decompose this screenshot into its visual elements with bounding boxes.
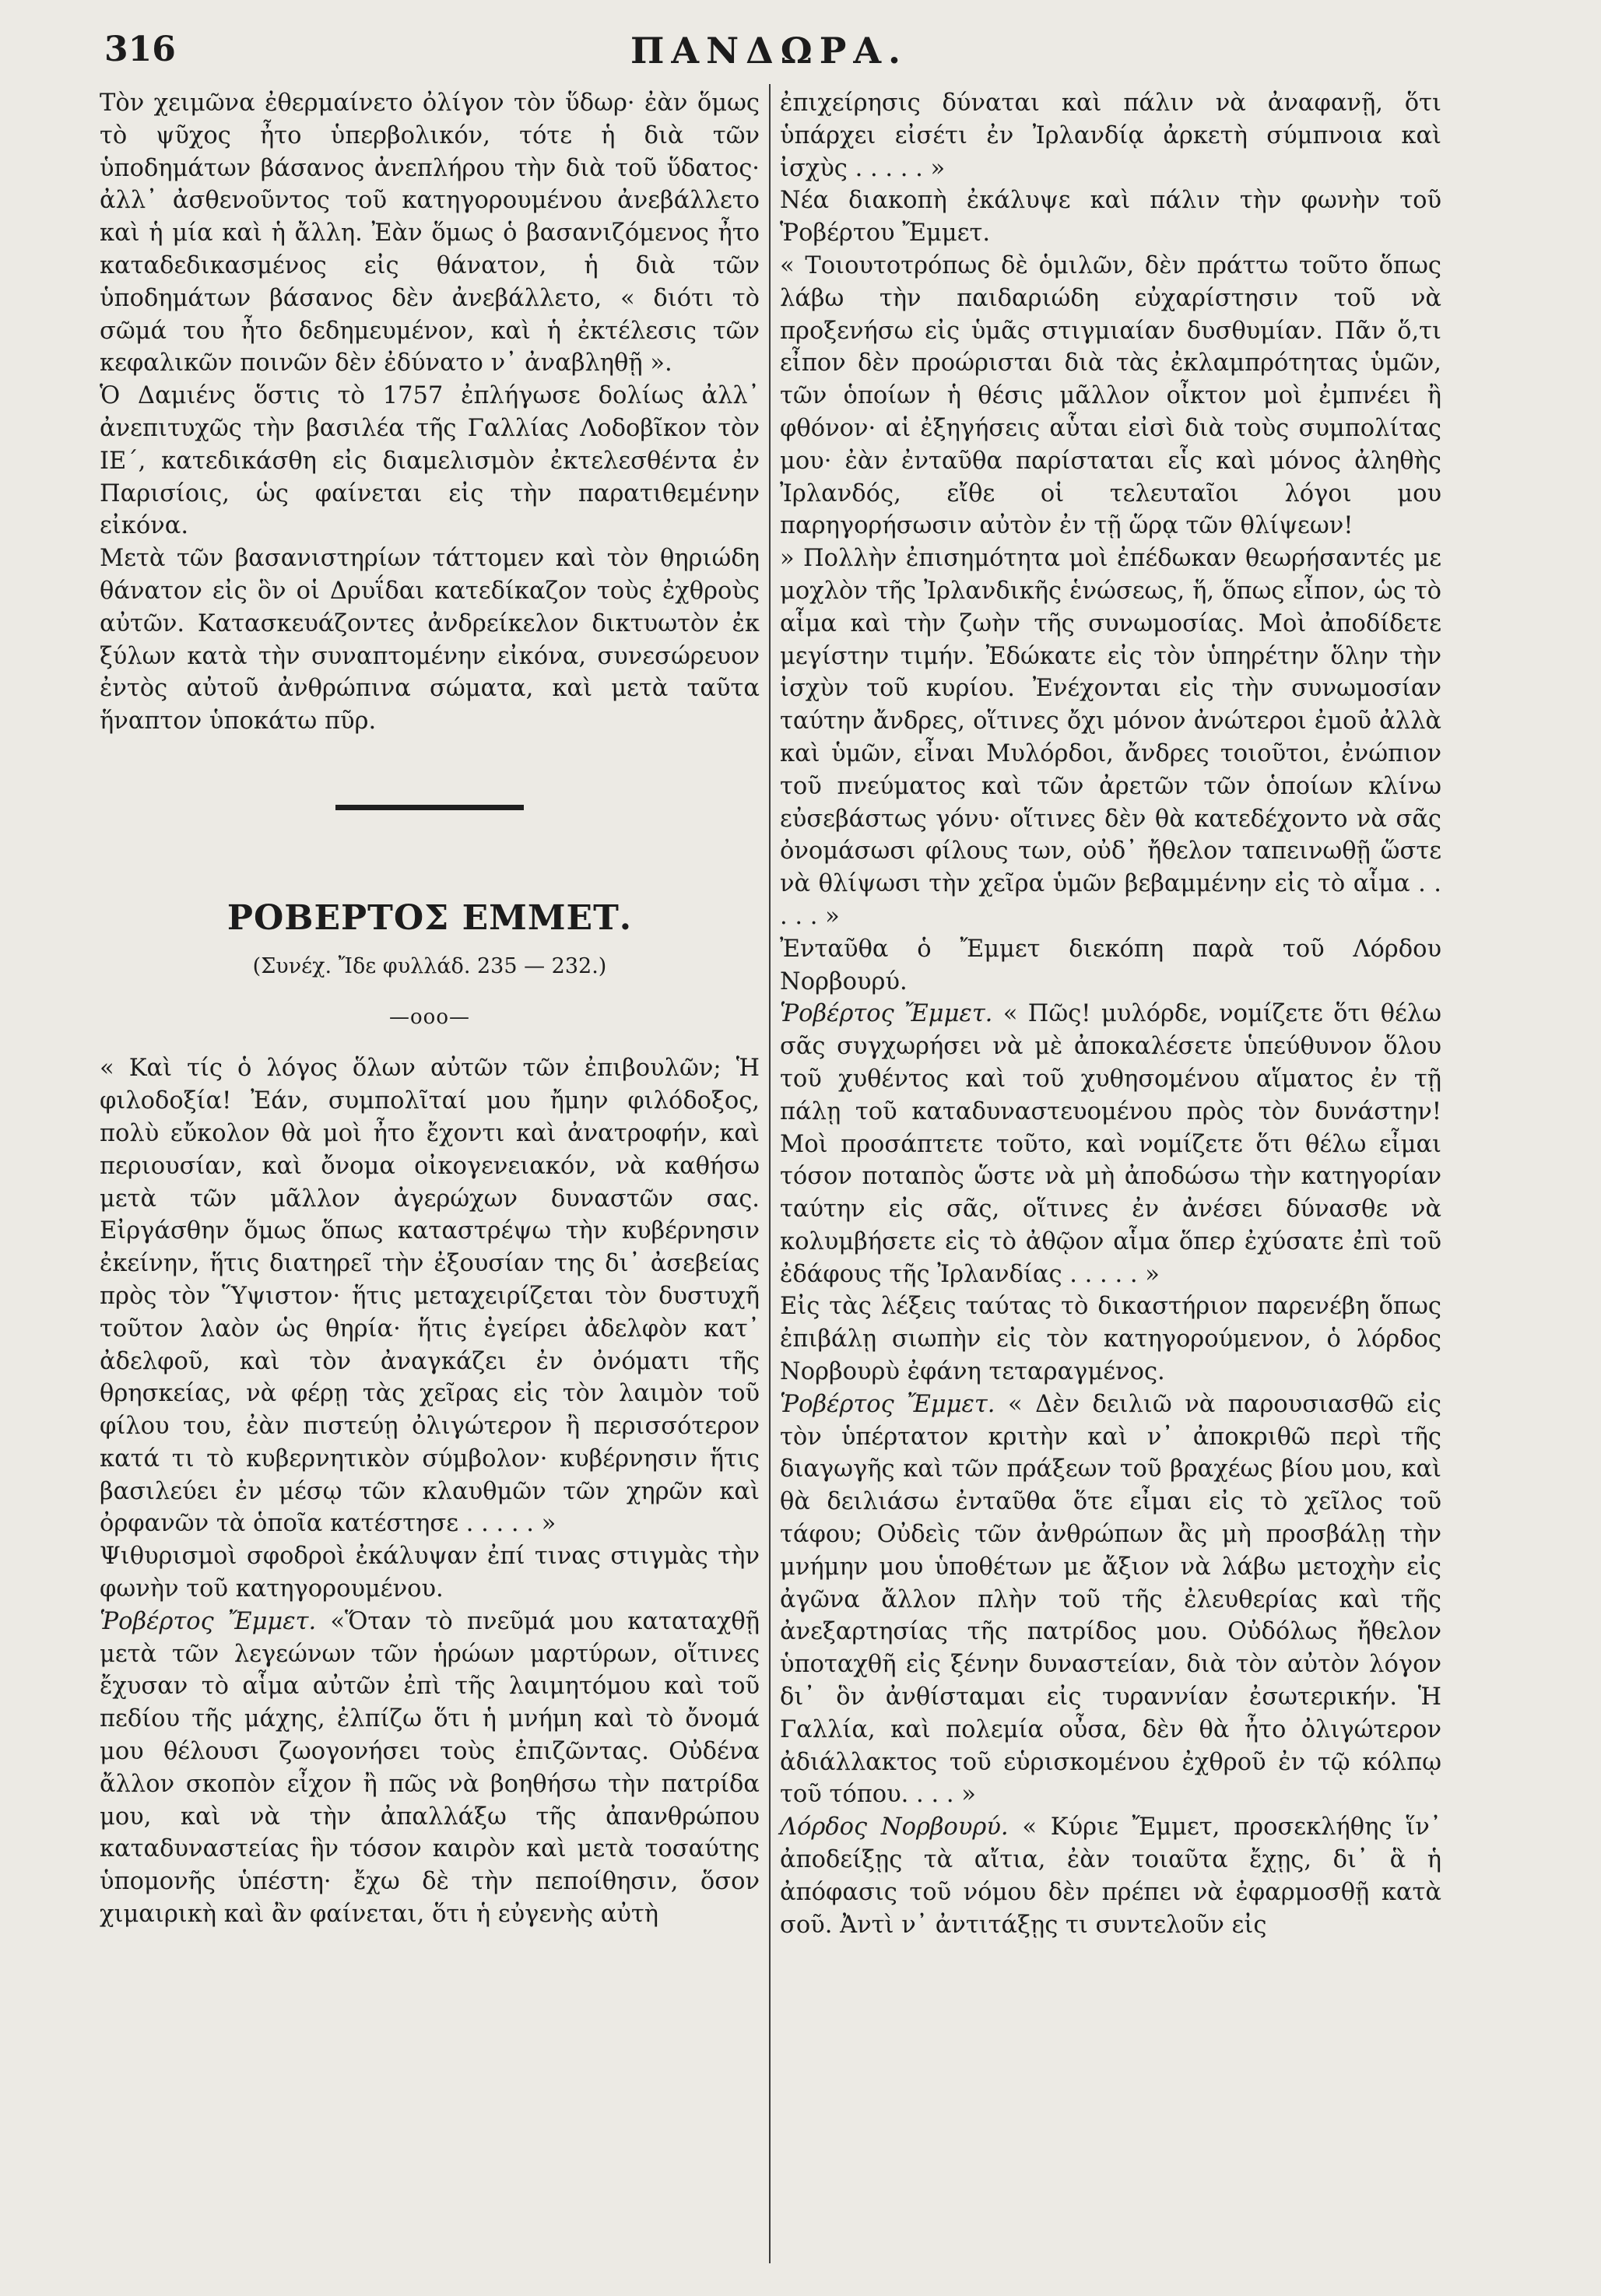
speech-text: «Ὅταν τὸ πνεῦμά μου καταταχθῇ μετὰ τῶν λεγεώνων τῶν ἡρώων μαρτύρων, οἵτινες ἔχυσαν τὸ αἷμα αὐτῶν ἐπὶ τῆς λαιμητόμου καὶ τοῦ πεδίου τῆς μάχης, ἐλπίζω ὅτι ἡ μνήμη καὶ τὸ ὄνομά μου θέλουσι ζωογονήσει τοὺς ἐπιζῶντας. Οὐδένα ἄλλον σκοπὸν εἶχον ἢ πῶς νὰ βοηθήσω τὴν πατρίδα μου, καὶ νὰ τὴν ἀπαλλάξω τῆς ἀπανθρώπου καταδυναστείας ἣν τόσον καιρὸν καὶ μετὰ τοσαύτης ὑπομονῆς ὑπέστη· ἔχω δὲ τὴν πεποίθησιν, ὅσον χιμαιρικὴ καὶ ἂν φαίνεται, ὅτι ἡ εὐγενὴς αὐτὴ xyxy=(100,1607,760,1929)
paragraph: « Καὶ τίς ὁ λόγος ὅλων αὐτῶν τῶν ἐπιβουλῶν; Ἡ φιλοδοξία! Ἐάν, συμπολῖταί μου ἤμην φιλόδοξος, πολὺ εὔκολον θὰ μοὶ ἦτο ἔχοντι καὶ ἀνατροφήν, καὶ περιουσίαν, καὶ ὄνομα οἰκογενειακόν, νὰ καθήσω μετὰ τῶν μᾶλλον ἀγερώχων δυναστῶν σας. Εἰργάσθην ὅμως ὅπως καταστρέψω τὴν κυβέρνησιν ἐκείνην, ἥτις διατηρεῖ τὴν ἐξουσίαν της δι᾽ ἀσεβείας πρὸς τὸν Ὕψιστον· ἥτις μεταχειρίζεται τὸν δυστυχῆ τοῦτον λαὸν ὡς θηρία· ἥτις ἐγείρει ἀδελφὸν κατ᾽ ἀδελφοῦ, καὶ τὸν ἀναγκάζει ἐν ὀνόματι τῆς θρησκείας, νὰ φέρῃ τὰς χεῖρας εἰς τὸν λαιμὸν τοῦ φίλου του, ἐὰν πιστεύῃ ὀλιγώτερον ἢ περισσότερον κατά τι τὸ κυβερνητικὸν σύμβολον· κυβέρνησιν ἥτις βασιλεύει ἐν μέσῳ τῶν κλαυθμῶν τῶν χηρῶν καὶ ὀρφανῶν τὰ ὁποῖα κατέστησε . . . . . » xyxy=(100,1055,760,1538)
speech-paragraph xyxy=(780,998,1441,1290)
right-column xyxy=(780,87,1441,1941)
continued-note: (Συνέχ. Ἴδε φυλλάδ. 235 — 232.) xyxy=(252,953,607,978)
speaker-name: Ῥοβέρτος Ἔμμετ. xyxy=(780,1000,993,1028)
speaker-name: Ῥοβέρτος Ἔμμετ. xyxy=(100,1607,317,1635)
article-title: ΡΟΒΕΡΤΟΣ ΕΜΜΕΤ. xyxy=(226,897,633,938)
speech-paragraph xyxy=(100,1606,760,1931)
section-divider xyxy=(335,805,524,810)
paragraph: » Πολλὴν ἐπισημότητα μοὶ ἐπέδωκαν θεωρήσαντές με μοχλὸν τῆς Ἰρλανδικῆς ἑνώσεως, ἥ, ὅπως εἶπον, ὡς τὸ αἷμα καὶ τὴν ζωὴν τῆς συνωμοσίας. Μοὶ ἀποδίδετε μεγίστην τιμήν. Ἐδώκατε εἰς τὸν ὑπηρέτην ὅλην τὴν ἰσχὺν τοῦ κυρίου. Ἐνέχονται εἰς τὴν συνωμοσίαν ταύτην ἄνδρες, οἵτινες ὄχι μόνον ἀνώτεροι ἐμοῦ ἀλλὰ καὶ ὑμῶν, εἶναι Μυλόρδοι, ἄνδρες τοιοῦτοι, ἐνώπιον τοῦ πνεύματος καὶ τῶν ἀρετῶν τῶν ὁποίων κλίνω εὐσεβάστως γόνυ· οἵτινες δὲν θὰ κατεδέχοντο νὰ σᾶς ὀνομάσωσι φίλους των, οὐδ᾽ ἤθελον ταπεινωθῇ ὥστε νὰ θλίψωσι τὴν χεῖρα ὑμῶν βεβαμμένην εἰς τὸ αἷμα . . . . . » xyxy=(780,545,1441,930)
speech-text: « Πῶς! μυλόρδε, νομίζετε ὅτι θέλω σᾶς συγχωρήσει νὰ μὲ ἀποκαλέσετε ὑπεύθυνον ὅλου τοῦ χυθέντος καὶ τοῦ χυθησομένου αἵματος ἐν τῇ πάλῃ τοῦ καταδυναστευομένου πρὸς τὸν δυνάστην! Μοὶ προσάπτετε τοῦτο, καὶ νομίζετε ὅτι θέλω εἶμαι τόσον ποταπὸς ὥστε νὰ μὴ ἀποδώσω τὴν κατηγορίαν ταύτην εἰς σᾶς, οἵτινες ἐν ἀνέσει δύνασθε νὰ κολυμβήσετε εἰς τὸ ἀθῷον αἷμα ὅπερ ἐχύσατε ἐπὶ τοῦ ἐδάφους τῆς Ἰρλανδίας . . . . . » xyxy=(780,1000,1442,1288)
column-divider-rule xyxy=(769,84,771,2263)
speaker-name: Λόρδος Νορβουρύ. xyxy=(780,1813,1009,1841)
speech-text: « Δὲν δειλιῶ νὰ παρουσιασθῶ εἰς τὸν ὑπέρτατον κριτὴν καὶ ν᾽ ἀποκριθῶ περὶ τῆς διαγωγῆς καὶ τῶν πράξεων τοῦ βραχέως βίου μου, καὶ θὰ δειλιάσω ἐνταῦθα ὅτε εἶμαι εἰς τὸ χεῖλος τοῦ τάφου; Οὐδεὶς τῶν ἀνθρώπων ἂς μὴ προσβάλῃ τὴν μνήμην μου ὑποθέτων με ἄξιον νὰ λάβω μετοχὴν εἰς ἀγῶνα ἄλλον πλὴν τοῦ τῆς ἐλευθερίας καὶ τῆς ἀνεξαρτησίας τῆς πατρίδος μου. Οὐδόλως ἤθελον ὑποταχθῆ εἰς ξένην δυναστείαν, διὰ τὸν αὐτὸν λόγον δι᾽ ὃν ἀνθίσταμαι εἰς τυραννίαν ἐσωτερικήν. Ἡ Γαλλία, καὶ πολεμία οὖσα, δὲν θὰ ἦτο ὀλιγώτερον ἀδιάλλακτος τοῦ εὑρισκομένου ἐχθροῦ ἐν τῷ κόλπῳ τοῦ τόπου. . . . » xyxy=(780,1390,1441,1809)
paragraph: Ψιθυρισμοὶ σφοδροὶ ἐκάλυψαν ἐπί τινας στιγμὰς τὴν φωνὴν τοῦ κατηγορουμένου. xyxy=(100,1543,760,1603)
paragraph: Εἰς τὰς λέξεις ταύτας τὸ δικαστήριον παρενέβη ὅπως ἐπιβάλῃ σιωπὴν εἰς τὸν κατηγορούμενον, ὁ λόρδος Νορβουρὺ ἐφάνη τεταραγμένος. xyxy=(780,1293,1441,1386)
running-title: ΠΑΝΔΩΡΑ. xyxy=(630,30,908,72)
speech-paragraph xyxy=(780,1388,1441,1811)
speech-paragraph xyxy=(780,1811,1441,1941)
page-header xyxy=(100,30,1438,76)
paragraph: Νέα διακοπὴ ἐκάλυψε καὶ πάλιν τὴν φωνὴν τοῦ Ῥοβέρτου Ἔμμετ. xyxy=(780,187,1441,248)
paragraph: Μετὰ τῶν βασανιστηρίων τάττομεν καὶ τὸν θηριώδη θάνατον εἰς ὃν οἱ Δρυΐδαι κατεδίκαζον τοὺς ἐχθροὺς αὐτῶν. Κατασκευάζοντες ἀνδρείκελον δικτυωτὸν ἐκ ξύλων κατὰ τὴν συναπτομένην εἰκόνα, συνεσώρευον ἐντὸς αὐτοῦ ἀνθρώπινα σώματα, καὶ μετὰ ταῦτα ἥναπτον ὑποκάτω πῦρ. xyxy=(100,545,760,735)
speech-text: « Κύριε Ἔμμετ, προσεκλήθης ἵν᾽ ἀποδείξῃς τὰ αἴτια, ἐὰν τοιαῦτα ἔχῃς, δι᾽ ἃ ἡ ἀπόφασις τοῦ νόμου δὲν πρέπει νὰ ἐφαρμοσθῇ κατὰ σοῦ. Ἀντὶ ν᾽ ἀντιτάξῃς τι συντελοῦν εἰς xyxy=(780,1813,1441,1939)
speaker-name: Ῥοβέρτος Ἔμμετ. xyxy=(780,1390,995,1418)
paragraph: Ὁ Δαμιένς ὅστις τὸ 1757 ἐπλήγωσε δολίως ἀλλ᾽ ἀνεπιτυχῶς τὴν βασιλέα τῆς Γαλλίας Λοδοβῖκον τὸν ΙΕ΄, κατεδικάσθη εἰς διαμελισμὸν ἐκτελεσθέντα ἐν Παρισίοις, ὡς φαίνεται εἰς τὴν παρατιθεμένην εἰκόνα. xyxy=(100,382,760,540)
paragraph: ἐπιχείρησις δύναται καὶ πάλιν νὰ ἀναφανῇ, ὅτι ὑπάρχει εἰσέτι ἐν Ἰρλανδίᾳ ἀρκετὴ σύμπνοια καὶ ἰσχὺς . . . . . » xyxy=(780,90,1441,182)
paragraph: Ἐνταῦθα ὁ Ἔμμετ διεκόπη παρὰ τοῦ Λόρδου Νορβουρύ. xyxy=(780,935,1441,995)
paragraph: « Τοιουτοτρόπως δὲ ὁμιλῶν, δὲν πράττω τοῦτο ὅπως λάβω τὴν παιδαριώδη εὐχαρίστησιν τοῦ νὰ προξενήσω εἰς ὑμᾶς στιγμιαίαν δυσθυμίαν. Πᾶν ὅ,τι εἶπον δὲν προώρισται διὰ τὰς ἐκλαμπρότητας ὑμῶν, τῶν ὁποίων ἡ θέσις μᾶλλον οἶκτον μοὶ ἐμπνέει ἢ φθόνον· αἱ ἐξηγήσεις αὗται εἰσὶ διὰ τοὺς συμπολίτας μου· ἐὰν ἐνταῦθα παρίσταται εἷς καὶ μόνος ἀληθὴς Ἰρλανδός, εἴθε οἱ τελευταῖοι λόγοι μου παρηγορήσωσιν αὐτὸν ἐν τῇ ὥρᾳ τῶν θλίψεων! xyxy=(780,251,1441,540)
ornament: —οοο— xyxy=(389,1005,470,1029)
left-column xyxy=(100,87,760,1931)
page-number: 316 xyxy=(104,30,176,69)
paragraph: Τὸν χειμῶνα ἐθερμαίνετο ὀλίγον τὸν ὕδωρ· ἐὰν ὅμως τὸ ψῦχος ἦτο ὑπερβολικόν, τότε ἡ διὰ τῶν ὑποδημάτων βάσανος ἀνεπλήρου τὴν διὰ τοῦ ὕδατος· ἀλλ᾽ ἀσθενοῦντος τοῦ κατηγορουμένου ἀνεβάλλετο καὶ ἡ μία καὶ ἡ ἄλλη. Ἐὰν ὅμως ὁ βασανιζόμενος ἦτο καταδεδικασμένος εἰς θάνατον, ἡ διὰ τῶν ὑποδημάτων βάσανος δὲν ἀνεβάλλετο, « διότι τὸ σῶμά του ἦτο δεδημευμένον, καὶ ἡ ἐκτέλεσις τῶν κεφαλικῶν ποινῶν δὲν ἐδύνατο ν᾽ ἀναβληθῇ ». xyxy=(100,90,760,377)
